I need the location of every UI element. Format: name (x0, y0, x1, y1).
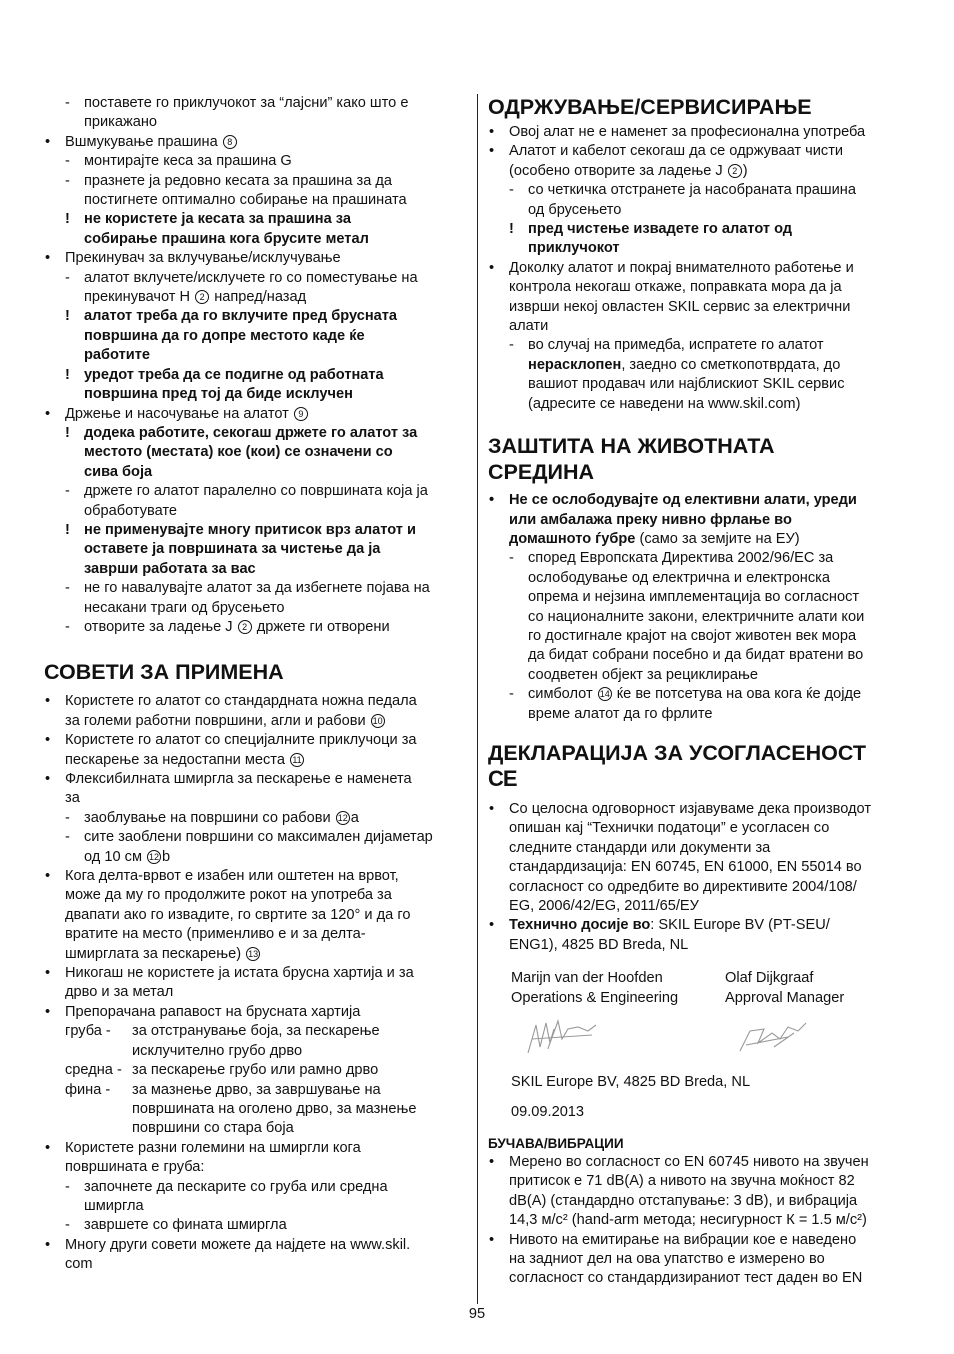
line-text-cont: , заедно со сметкопотврдата, до (621, 356, 841, 373)
line-text: со националните закони, електричните алати кои (528, 608, 865, 625)
text-line (44, 133, 468, 152)
line-text-cont: ќе ве потсетува на ова кога ќе дојде (616, 686, 862, 703)
line-text: контрола некогаш откаже, поправката мора да ја (509, 279, 842, 296)
line-text: (адресите се наведени на www.skil.com) (528, 395, 801, 412)
text-line (44, 925, 468, 944)
text-line (44, 579, 468, 598)
text-line (44, 828, 468, 847)
line-text: сива боја (84, 463, 153, 480)
line-text: Не се ослободувајте од елективни алати, уреди (509, 492, 857, 509)
line-text: не користете ја кесата за прашина за (84, 211, 351, 228)
grit-text: површината на оголено дрво, за мазнење (132, 1100, 417, 1117)
grit-text: за пескарење грубо или рамно дрво (132, 1062, 379, 1079)
bullet-icon: • (489, 917, 495, 934)
line-text: стандардизација: EN 60745, EN 61000, EN 55014 во (509, 859, 862, 876)
text-line (488, 819, 912, 838)
line-text: Алатот и кабелот секогаш да се одржуваат чисти (509, 143, 844, 160)
line-text: Овој алат не е наменет за професионална употреба (509, 124, 866, 140)
line-text: Технично досије во (509, 917, 651, 934)
line-text: согласност со стандардизираниот тест даден во EN (509, 1270, 863, 1287)
line-text: Користете го алатот со специјалните приклучоци за (65, 732, 417, 749)
list-environment (488, 491, 912, 724)
heading-noise: БУЧАВА/ВИБРАЦИИ (488, 1136, 624, 1152)
text-line (44, 424, 468, 443)
company-address: SKIL Europe BV, 4825 BD Breda, NL (511, 1074, 751, 1091)
text-line (44, 964, 468, 983)
line-text: dB(A) (стандардно отстапување: 3 dB), и вибрација (509, 1192, 858, 1209)
grit-row (44, 1042, 468, 1061)
bullet-icon: • (45, 965, 51, 982)
line-text: опишан кај “Технички податоци” е усогласен со (509, 820, 830, 837)
line-text: (особено отворите за ладење J (509, 162, 723, 179)
line-text: поставете го приклучокот за “лајсни” како што е (84, 95, 409, 111)
line-text: 14,3 м/с² (hand-arm метода; несигурност К = 1.5 м/с²) (509, 1212, 867, 1229)
warning-mark: ! (65, 366, 70, 383)
text-line (44, 599, 468, 618)
text-line (44, 249, 468, 268)
declaration-date: 09.09.2013 (511, 1103, 585, 1120)
line-text: опрема и нејзина имплементација во согласност (528, 589, 860, 606)
text-line (488, 878, 912, 897)
text-line (44, 94, 468, 113)
bullet-icon: • (489, 143, 495, 160)
bullet-icon: • (45, 250, 51, 267)
grit-label: фина - (65, 1081, 111, 1098)
text-line (44, 1178, 468, 1197)
warning-mark: ! (509, 221, 514, 238)
line-text: за големи работни површини, агли и рабови (65, 712, 366, 729)
line-text-cont: држете ги отворени (256, 618, 390, 635)
left-column (44, 94, 468, 1275)
warning-mark: ! (65, 308, 70, 325)
column-divider (477, 94, 478, 1304)
text-line (44, 172, 468, 191)
text-line (488, 1231, 912, 1250)
grit-table (44, 1022, 468, 1138)
grit-row (44, 1119, 468, 1138)
text-line (488, 549, 912, 568)
line-text: монтирајте кеса за прашина G (84, 153, 292, 170)
grit-row (44, 1061, 468, 1080)
line-text: Флексибилната шмиргла за пескарење е наменета (65, 771, 412, 787)
line-text: приклучокот (528, 240, 620, 257)
line-text: од 10 см (84, 848, 142, 865)
text-line (488, 181, 912, 200)
reference-number-icon: 10 (372, 715, 383, 726)
bullet-icon: • (45, 1003, 51, 1020)
text-line (44, 848, 468, 867)
bullet-icon: • (489, 1231, 495, 1248)
text-line (488, 1153, 912, 1172)
line-text-cont: a (350, 809, 359, 826)
grit-text: за мазнење дрво, за завршување на (132, 1081, 381, 1098)
text-line (44, 1139, 468, 1158)
line-text: додека работите, секогаш држете го алатот за (84, 424, 418, 441)
line-text: да бидат собрани посебно и да бидат вратени во (528, 647, 864, 664)
reference-number-icon: 12 (337, 812, 348, 823)
signatory-1-title: Operations & Engineering (511, 989, 679, 1006)
text-line (44, 560, 468, 579)
text-line (488, 395, 912, 414)
line-text: алатот треба да го вклучите пред брусната (84, 308, 398, 325)
line-text: притисок е 71 dB(A) а нивото на звучна моќност 82 (509, 1173, 855, 1190)
list-tips (44, 692, 468, 1022)
line-text: алатот вклучете/исклучете го со поместување на (84, 269, 418, 286)
line-text: симболот (528, 686, 593, 703)
text-line (44, 692, 468, 711)
text-line (44, 327, 468, 346)
line-text: домашното ѓубре (509, 530, 636, 547)
text-line (488, 511, 912, 530)
text-line (488, 162, 912, 181)
text-line (488, 336, 912, 355)
line-text-cont: напред/назад (214, 289, 307, 306)
line-text: површина да го допре местото каде ќе (84, 327, 365, 344)
line-text: површината е груба: (65, 1159, 205, 1176)
bullet-icon: • (45, 693, 51, 710)
warning-mark: ! (65, 424, 70, 441)
text-line (44, 288, 468, 307)
grit-text: исклучително грубо дрво (132, 1042, 303, 1059)
ce-mark-icon: CE (488, 765, 517, 791)
text-line (44, 983, 468, 1002)
signatory-1-name: Marijn van der Hoofden (511, 970, 663, 987)
text-line (44, 443, 468, 462)
text-line (44, 1236, 468, 1255)
text-line (44, 152, 468, 171)
bullet-icon: • (489, 492, 495, 509)
line-text: Кога делта-врвот е изабен или оштетен на врвот, (65, 868, 399, 885)
grit-label: груба - (65, 1023, 111, 1040)
line-text-cont: b (162, 848, 171, 865)
text-line (488, 375, 912, 394)
bullet-icon: • (489, 800, 495, 817)
reference-number-icon: 2 (195, 290, 209, 304)
text-line (44, 307, 468, 326)
line-text: Препорачана рапавост на брусната хартија (65, 1003, 361, 1020)
reference-number-icon: 9 (294, 407, 308, 421)
signatory-2-title: Approval Manager (725, 989, 845, 1006)
line-text: Мерено во согласност со EN 60745 нивото на звучен (509, 1154, 869, 1171)
line-text: изврши некој овластен SKIL сервис за електрични (509, 298, 851, 315)
text-line (488, 1172, 912, 1191)
page-number: 95 (468, 1306, 486, 1322)
bullet-icon: • (45, 1236, 51, 1253)
line-text: сите заоблени површини со максимален дијаметар (84, 829, 433, 846)
line-text: Користете го алатот со стандардната ножна педала (65, 693, 417, 710)
text-line (488, 1192, 912, 1211)
dash-mark: - (65, 95, 70, 111)
line-text: согласност со одредбите во директивите 2004/108/ (509, 878, 857, 895)
reference-number-icon: 12 (149, 851, 160, 862)
reference-number-icon: 2 (238, 620, 252, 634)
text-line (488, 278, 912, 297)
text-line (44, 210, 468, 229)
grit-row (44, 1081, 468, 1100)
line-text: следните стандарди или документи за (509, 839, 771, 856)
line-text: несакани траги од брусењето (84, 599, 285, 616)
line-text: Доколку алатот и покрај внимателното работење и (509, 259, 854, 276)
dash-mark: - (509, 182, 514, 199)
text-line (44, 712, 468, 731)
line-text: отворите за ладење J (84, 618, 233, 635)
text-line (488, 142, 912, 161)
dash-mark: - (65, 172, 70, 189)
line-text: за (65, 790, 80, 807)
text-line (488, 491, 912, 510)
text-line (44, 113, 468, 132)
text-line (44, 540, 468, 559)
line-text: Вшмукување прашина (65, 133, 218, 150)
text-line (44, 809, 468, 828)
dash-mark: - (65, 269, 70, 286)
line-text: не го навалувајте алатот за да избегнете појава на (84, 580, 430, 597)
line-text: го достигнале крајот на својот животен век мора (528, 627, 857, 644)
line-text: според Европската Директива 2002/96/ЕС за (528, 550, 834, 567)
line-text: Држење и насочување на алатот (65, 405, 289, 422)
signature-images (488, 1009, 912, 1061)
line-text: пескарење за недостапни места (65, 751, 285, 768)
line-text: може да му го продолжите рокот на употреба за (65, 887, 392, 904)
reference-number-icon: 8 (223, 135, 237, 149)
line-text: Многу други совети можете да најдете на www.skil. (65, 1236, 411, 1253)
text-line (488, 201, 912, 220)
dash-mark: - (509, 550, 514, 567)
warning-mark: ! (65, 211, 70, 228)
dash-mark: - (509, 686, 514, 703)
text-line (488, 646, 912, 665)
line-text: од брусењето (528, 201, 622, 218)
list-sanding-operation (44, 94, 468, 637)
text-line (488, 800, 912, 819)
line-text: алати (509, 318, 549, 335)
line-text: обработувате (84, 502, 178, 519)
text-line (44, 269, 468, 288)
line-text: не применувајте многу притисок врз алатот и (84, 521, 416, 538)
line-text: постигнете оптимално собирање на прашината (84, 192, 407, 209)
signatory-2-name: Olaf Dijkgraaf (725, 970, 814, 987)
text-line (44, 482, 468, 501)
text-line (488, 608, 912, 627)
bullet-icon: • (45, 732, 51, 749)
signatories (488, 969, 912, 1009)
text-line (488, 569, 912, 588)
right-column (488, 94, 912, 1289)
text-line (44, 230, 468, 249)
text-line (44, 521, 468, 540)
text-line (488, 298, 912, 317)
warning-mark: ! (65, 521, 70, 538)
text-line (488, 1250, 912, 1269)
line-text: на задниот дел на ова упатство е измерено во (509, 1251, 825, 1268)
line-text: празнете ја редовно кесата за прашина за да (84, 172, 393, 189)
line-text: пред чистење извадете го алатот од (528, 221, 793, 238)
line-text: ослободување од електрична и електронска (528, 569, 830, 586)
text-line (44, 346, 468, 365)
grit-text: за отстранување боја, за пескарење (132, 1023, 380, 1040)
text-line (44, 945, 468, 964)
line-text: Нивото на емитирање на вибрации кое е наведено (509, 1231, 857, 1248)
text-line (488, 220, 912, 239)
text-line (488, 897, 912, 916)
bullet-icon: • (489, 1154, 495, 1171)
text-line (44, 1216, 468, 1235)
line-text: шмирглата за пескарење) (65, 945, 242, 962)
text-line (44, 1197, 468, 1216)
line-text: шмиргла (84, 1197, 144, 1214)
line-text: EG, 2006/42/EG, 2011/65/ЕУ (509, 898, 699, 914)
text-line (44, 886, 468, 905)
line-text: Прекинувач за вклучување/исклучување (65, 250, 341, 267)
text-line (44, 1158, 468, 1177)
line-text: Никогаш не користете ја истата брусна хартија и за (65, 965, 414, 982)
bullet-icon: • (489, 259, 495, 276)
text-line (44, 502, 468, 521)
signatures (488, 1009, 912, 1061)
line-text: уредот треба да се подигне од работната (84, 366, 384, 383)
grit-text: површини со стара боја (132, 1120, 294, 1137)
line-text: прекинувачот H (84, 289, 191, 306)
line-text: прикажано (84, 114, 158, 131)
line-text: Користете разни големини на шмиргли кога (65, 1139, 361, 1156)
dash-mark: - (509, 337, 514, 354)
text-line (44, 385, 468, 404)
text-line (44, 191, 468, 210)
line-text: нерасклопен (528, 356, 622, 373)
line-text: ENG1), 4825 BD Breda, NL (509, 936, 689, 953)
text-line (488, 705, 912, 724)
line-text: завршете со фината шмиргла (84, 1217, 287, 1234)
line-text-cont: (само за земјите на ЕУ) (635, 530, 800, 547)
bullet-icon: • (45, 133, 51, 150)
dash-mark: - (65, 618, 70, 635)
heading-environment-1: ЗАШТИТА НА ЖИВОТНАТА (488, 434, 775, 459)
text-line (44, 618, 468, 637)
dash-mark: - (65, 580, 70, 597)
line-text: вашиот продавач или најблискиот SKIL сервис (528, 376, 845, 393)
heading-tips: СОВЕТИ ЗА ПРИМЕНА (44, 660, 284, 685)
text-line (488, 916, 912, 935)
line-text: местото (местата) кое (кои) се означени со (84, 444, 393, 461)
text-line (44, 751, 468, 770)
line-text: дрво и за метал (65, 984, 174, 1001)
text-line (44, 1255, 468, 1274)
text-line (44, 770, 468, 789)
text-line (44, 366, 468, 385)
dash-mark: - (65, 829, 70, 846)
dash-mark: - (65, 1178, 70, 1195)
bullet-icon: • (45, 405, 51, 422)
line-text-cont: : SKIL Europe BV (PT-SEU/ (650, 917, 830, 934)
line-text: во случај на примедба, испратете го алатот (528, 337, 824, 354)
line-text: заоблување на површини со рабови (84, 809, 331, 826)
list-tips-cont (44, 1139, 468, 1275)
text-line (44, 789, 468, 808)
line-text: време алатот да го фрлите (528, 705, 713, 722)
line-text: com (65, 1256, 93, 1273)
text-line (488, 685, 912, 704)
text-line (44, 731, 468, 750)
text-line (488, 356, 912, 375)
line-text: или амбалажа преку нивно фрлање во (509, 511, 792, 528)
text-line (488, 1269, 912, 1288)
dash-mark: - (65, 809, 70, 826)
text-line (488, 123, 912, 142)
text-line (488, 858, 912, 877)
reference-number-icon: 14 (599, 689, 610, 700)
text-line (488, 936, 912, 955)
bullet-icon: • (45, 1139, 51, 1156)
text-line (488, 317, 912, 336)
line-text: започнете да пескарите со груба или средна (84, 1178, 388, 1195)
text-line (488, 530, 912, 549)
text-line (488, 239, 912, 258)
bullet-icon: • (45, 771, 51, 787)
text-line (44, 405, 468, 424)
line-text: оставете ја површината за чистење да ја (84, 541, 381, 558)
line-text: собирање прашина кога брусите метал (84, 230, 369, 247)
text-line (44, 906, 468, 925)
reference-number-icon: 13 (248, 948, 259, 959)
grit-label: средна - (65, 1062, 122, 1079)
line-text-cont: ) (742, 162, 748, 179)
dash-mark: - (65, 153, 70, 170)
text-line (488, 839, 912, 858)
text-line (488, 627, 912, 646)
heading-maintenance: ОДРЖУВАЊЕ/СЕРВИСИРАЊЕ (488, 95, 812, 119)
list-noise (488, 1153, 912, 1289)
heading-environment-2: СРЕДИНА (488, 460, 595, 485)
reference-number-icon: 11 (290, 753, 304, 767)
signature-2 (740, 1023, 806, 1051)
signature-1 (528, 1021, 596, 1053)
dash-mark: - (65, 483, 70, 500)
text-line (44, 867, 468, 886)
list-declaration (488, 800, 912, 955)
text-line (44, 1003, 468, 1022)
text-line (488, 588, 912, 607)
text-line (488, 259, 912, 278)
line-text: двапати ако го извадите, го свртите за 120° и да го (65, 906, 411, 923)
grit-row (44, 1022, 468, 1041)
line-text: со четкичка отстранете ја насобраната прашина (528, 182, 856, 199)
line-text: Со целосна одговорност изјавуваме дека производот (509, 800, 872, 817)
grit-row (44, 1100, 468, 1119)
text-line (44, 463, 468, 482)
list-maintenance (488, 123, 912, 414)
bullet-icon: • (489, 124, 495, 140)
line-text: вратите на место (применливо е и за делта- (65, 926, 366, 943)
reference-number-icon: 2 (728, 164, 742, 178)
text-line (488, 1211, 912, 1230)
dash-mark: - (65, 1217, 70, 1234)
line-text: површина пред тој да биде исклучен (84, 386, 353, 403)
line-text: заврши работата за вас (84, 560, 256, 577)
line-text: работите (84, 347, 150, 364)
line-text: држете го алатот паралелно со површината која ја (84, 483, 428, 500)
bullet-icon: • (45, 868, 51, 885)
heading-declaration: ДЕКЛАРАЦИЈА ЗА УСОГЛАСЕНОСТ (488, 740, 867, 765)
line-text: соодветен објект за рециклирање (528, 666, 759, 683)
text-line (488, 666, 912, 685)
